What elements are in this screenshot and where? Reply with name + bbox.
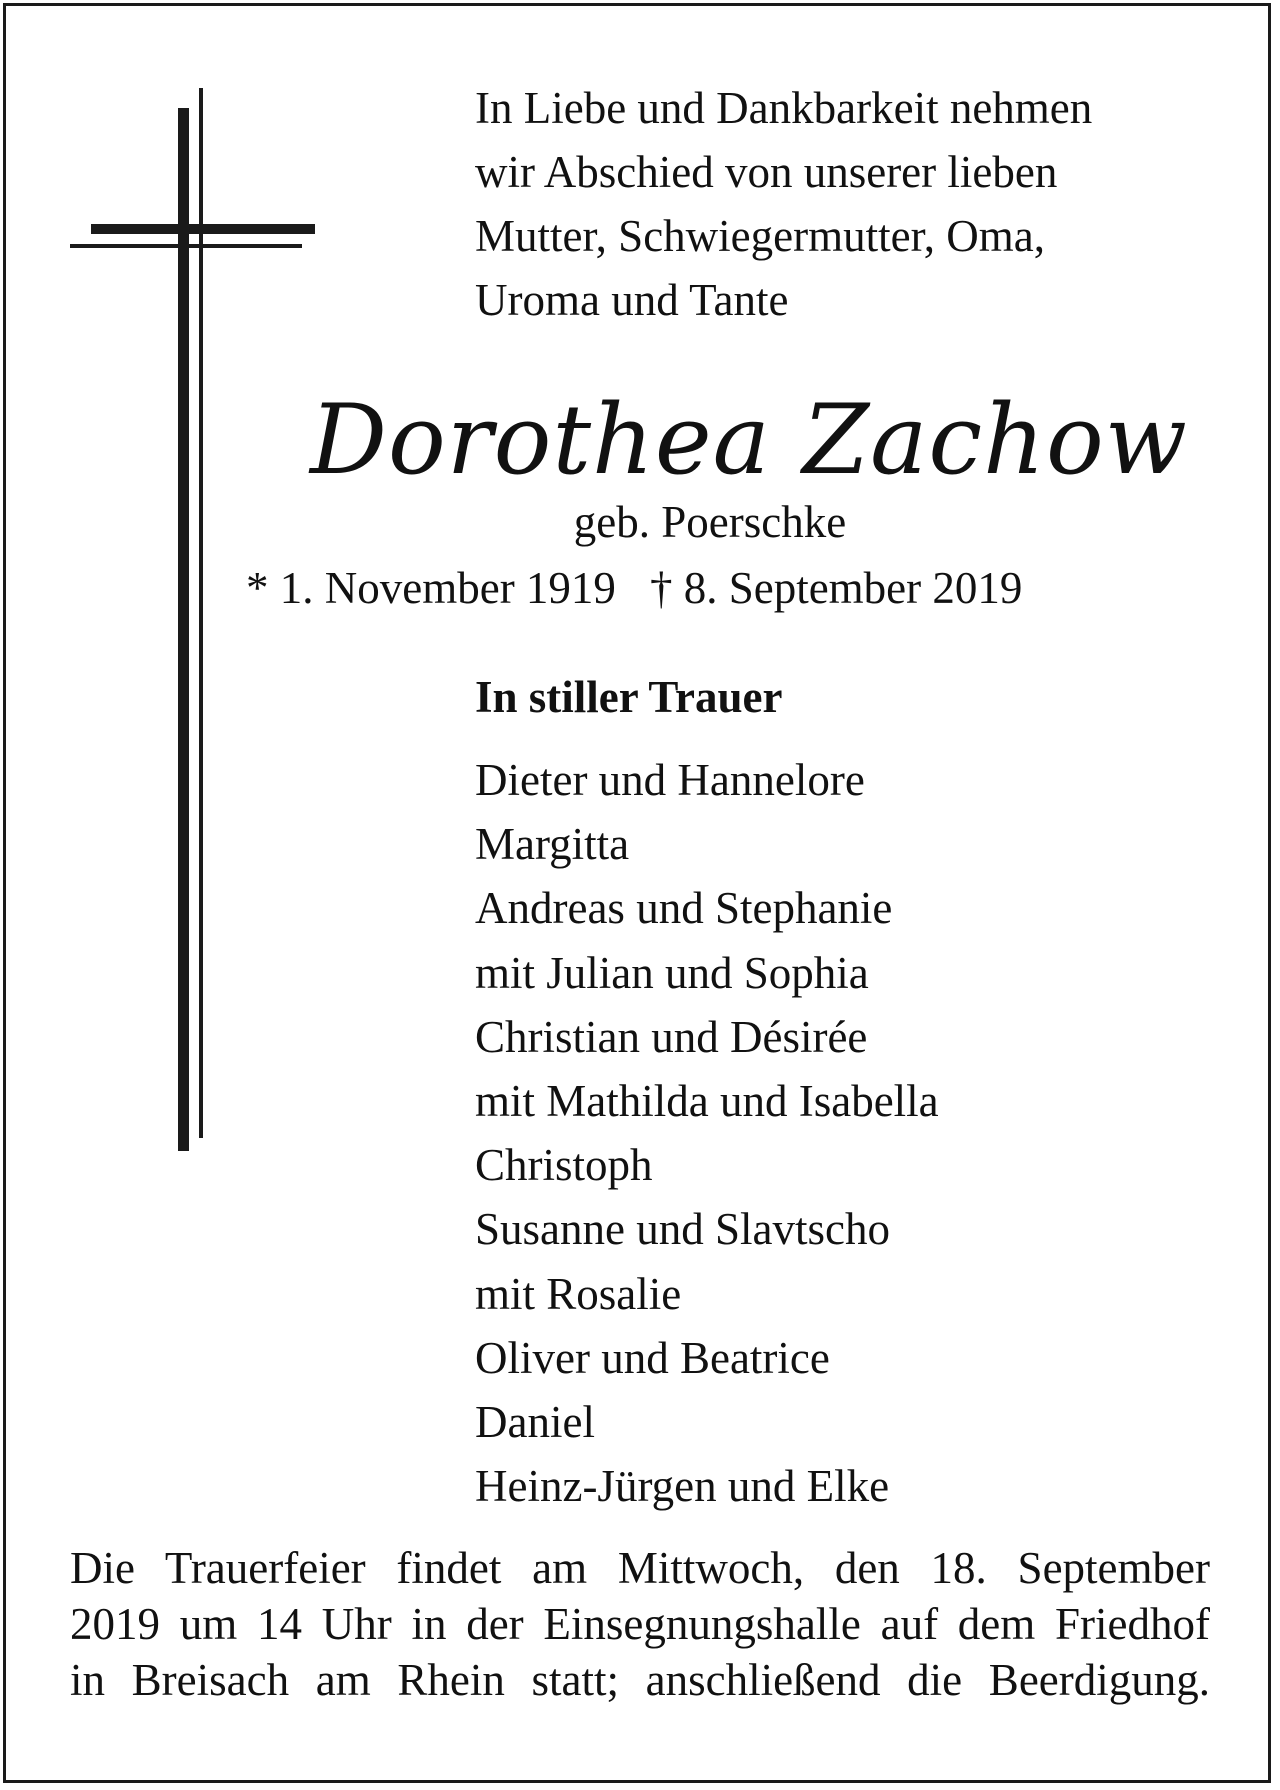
life-dates [246,556,1022,620]
list-item: Dieter und Hannelore [475,755,865,805]
intro-line: Uroma und Tante [475,275,789,325]
footer-line: 2019 um 14 Uhr in der Einsegnungshalle auf dem Friedhof [70,1599,1210,1649]
footer-line: Die Trauerfeier findet am Mittwoch, den 18. September [70,1543,1210,1593]
intro-text [475,76,1235,332]
footer-line: in Breisach am Rhein statt; anschließend die Beerdigung. [70,1655,1210,1705]
mourners-list [475,748,939,1518]
intro-line: Mutter, Schwiegermutter, Oma, [475,211,1045,261]
list-item: Oliver und Beatrice [475,1332,830,1383]
list-item: Christoph [475,1140,653,1191]
death-date: † 8. September 2019 [649,563,1023,613]
list-item: Margitta [475,819,630,870]
list-item: Susanne und Slavtscho [475,1204,890,1255]
list-item: Daniel [475,1397,595,1448]
list-item: mit Julian und Sophia [475,947,869,998]
intro-line: wir Abschied von unserer lieben [475,147,1058,197]
list-item: Christian und Désirée [475,1011,868,1062]
intro-line: In Liebe und Dankbarkeit nehmen [475,83,1093,133]
list-item: Andreas und Stephanie [475,883,893,934]
birth-name: geb. Poerschke [573,497,847,547]
birth-date: * 1. November 1919 [246,563,616,613]
funeral-announcement [70,1540,1210,1708]
list-item: Heinz-Jürgen und Elke [475,1461,890,1512]
list-item: mit Rosalie [475,1268,682,1319]
list-item: mit Mathilda und Isabella [475,1076,939,1127]
mourners-title: In stiller Trauer [475,672,783,722]
deceased-name: Dorothea Zachow [310,384,1188,496]
